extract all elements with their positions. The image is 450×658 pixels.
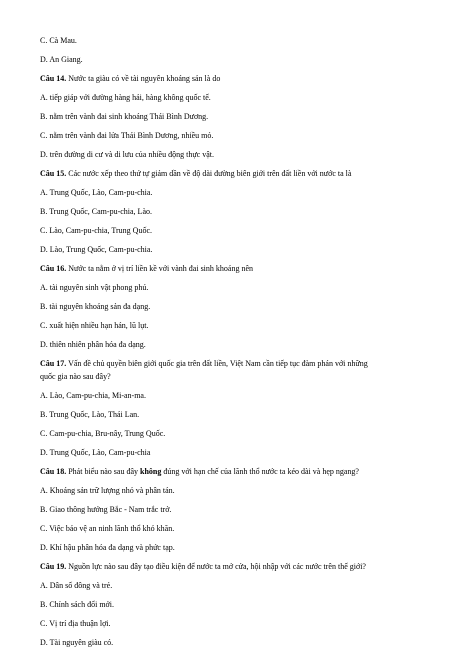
line-text: D. Lào, Trung Quốc, Cam-pu-chia. xyxy=(40,244,153,254)
option-line xyxy=(40,56,440,65)
option-line xyxy=(40,284,440,293)
question-line xyxy=(40,563,440,572)
emphasis-word: không xyxy=(140,467,162,477)
question-number: Câu 15. xyxy=(40,168,67,178)
line-text: A. Trung Quốc, Lào, Cam-pu-chia. xyxy=(40,187,153,197)
option-line xyxy=(40,392,440,401)
line-text: A. Khoáng sản trữ lượng nhỏ và phân tán. xyxy=(40,486,175,496)
question-text: Nước ta giàu có về tài nguyên khoáng sản là do xyxy=(66,73,221,83)
option-line xyxy=(40,411,440,420)
line-text: D. Trung Quốc, Lào, Cam-pu-chia xyxy=(40,448,151,458)
option-line xyxy=(40,151,440,160)
question-text: Vấn đề chủ quyền biên giới quốc gia trên đất liền, Việt Nam cần tiếp tục đàm phán với những xyxy=(66,358,368,368)
question-number: Câu 18. xyxy=(40,467,67,477)
question-text: Nguồn lực nào sau đây tạo điều kiện để nước ta mở cửa, hội nhập với các nước trên thế giới? xyxy=(66,561,366,571)
option-line xyxy=(40,246,440,255)
line-text: C. Lào, Cam-pu-chia, Trung Quốc. xyxy=(40,225,152,235)
line-text: C. Cà Mau. xyxy=(40,36,77,45)
line-text: A. tài nguyên sinh vật phong phú. xyxy=(40,282,149,292)
line-text: A. tiếp giáp với đường hàng hải, hàng không quốc tế. xyxy=(40,92,211,102)
question-text: Các nước xếp theo thứ tự giảm dần về độ dài đường biên giới trên đất liền với nước ta là xyxy=(66,168,352,178)
question-continuation xyxy=(40,373,440,382)
question-number: Câu 16. xyxy=(40,263,67,273)
line-text: quốc gia nào sau đây? xyxy=(40,372,111,382)
option-line xyxy=(40,227,440,236)
line-text: B. Giao thông hướng Bắc - Nam trắc trở. xyxy=(40,505,172,515)
option-line xyxy=(40,544,440,553)
option-line xyxy=(40,620,440,629)
question-line xyxy=(40,360,440,369)
line-text: B. Chính sách đổi mới. xyxy=(40,599,115,609)
question-line xyxy=(40,75,440,84)
line-text: C. Việc bảo vệ an ninh lãnh thổ khó khăn. xyxy=(40,524,175,533)
line-text: C. nằm trên vành đai lửa Thái Bình Dương, nhiều mỏ. xyxy=(40,130,214,140)
option-line xyxy=(40,449,440,458)
option-line xyxy=(40,322,440,331)
line-text: B. Trung Quốc, Lào, Thái Lan. xyxy=(40,410,140,420)
question-number: Câu 14. xyxy=(40,73,67,83)
option-line xyxy=(40,113,440,122)
question-number: Câu 17. xyxy=(40,358,67,368)
question-text: đúng với hạn chế của lãnh thổ nước ta kéo dài và hẹp ngang? xyxy=(161,467,359,477)
line-text: D. Khí hậu phân hóa đa dạng và phức tạp. xyxy=(40,542,175,552)
line-text: D. thiên nhiên phân hóa đa dạng. xyxy=(40,339,146,349)
line-text: C. Vị trí địa thuận lợi. xyxy=(40,618,111,628)
option-line xyxy=(40,601,440,610)
line-text: C. Cam-pu-chia, Bru-nây, Trung Quốc. xyxy=(40,429,166,439)
option-line xyxy=(40,189,440,198)
line-text: A. Dân số đông và trẻ. xyxy=(40,580,113,590)
option-line xyxy=(40,639,440,648)
line-text: D. trên đường di cư và di lưu của nhiều động thực vật. xyxy=(40,149,214,159)
option-line xyxy=(40,525,440,534)
question-text: Nước ta nằm ở vị trí liền kề với vành đai sinh khoáng nên xyxy=(66,263,253,273)
line-text: B. tài nguyên khoáng sản đa dạng. xyxy=(40,301,151,311)
line-text: A. Lào, Cam-pu-chia, Mi-an-ma. xyxy=(40,391,146,401)
document-page xyxy=(40,37,440,658)
option-line xyxy=(40,341,440,350)
option-line xyxy=(40,132,440,141)
line-text: B. Trung Quốc, Cam-pu-chia, Lào. xyxy=(40,206,152,216)
line-text: B. nằm trên vành đai sinh khoáng Thái Bình Dương. xyxy=(40,111,209,121)
option-line xyxy=(40,430,440,439)
question-line xyxy=(40,170,440,179)
option-line xyxy=(40,487,440,496)
line-text: D. An Giang. xyxy=(40,54,83,64)
option-line xyxy=(40,303,440,312)
option-line xyxy=(40,506,440,515)
option-line xyxy=(40,208,440,217)
question-number: Câu 19. xyxy=(40,561,67,571)
line-text: C. xuất hiện nhiều hạn hán, lũ lụt. xyxy=(40,320,149,330)
question-line xyxy=(40,265,440,274)
option-line xyxy=(40,37,440,46)
option-line xyxy=(40,582,440,591)
option-line xyxy=(40,94,440,103)
question-text-pre: Phát biểu nào sau đây xyxy=(66,467,140,477)
line-text: D. Tài nguyên giàu có. xyxy=(40,637,114,647)
question-line xyxy=(40,468,440,477)
